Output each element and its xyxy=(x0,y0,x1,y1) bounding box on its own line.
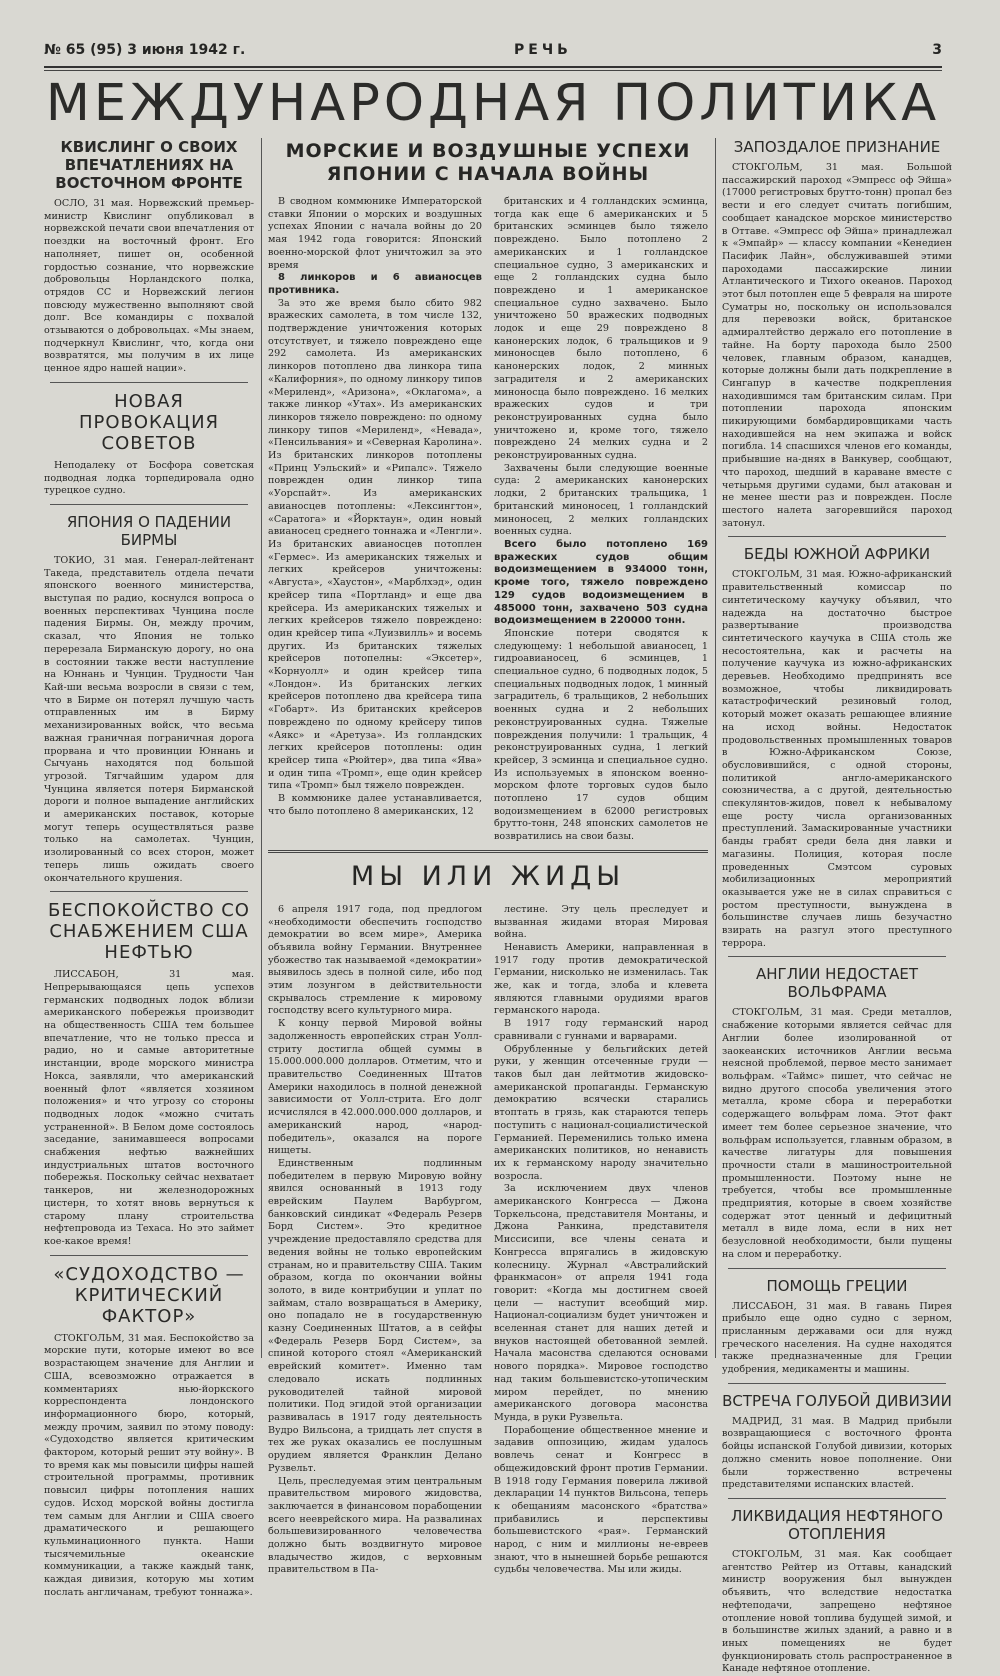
paragraph: За исключением двух членов американского Конгресса — Джона Торкельсона, представителя Монтаны, и Джона Ранкина, представителя Миссисипи, все члены сената и Конгресса впрягались в жидовскую колесницу. Журнал «Австралийский франкмасон» от апреля 1941 года говорит: «Когда мы достигнем своей цели — наступит всеобщий мир. Национал-социализм будет уничтожен и вселенная станет для наших детей и внуков настоящей обетованной землей. Начала масонства сделаются основами нового порядка». Мировое господство над таким большевистско-утопическим миром перейдет, по мнению американского договора масонства Мунда, в руки Рузвельта. xyxy=(494,1183,708,1423)
article-headline: «СУДОХОДСТВО — КРИТИЧЕСКИЙ ФАКТОР» xyxy=(53,1263,245,1327)
article-divider xyxy=(728,1268,946,1269)
article-body: ЛИССАБОН, 31 мая. В гавань Пирея прибыло еще одно судно с зерном, присланным державами оси для нужд греческого населения. На судне находятся также предназначенные для Греции удобрения, медикаменты и машины. xyxy=(722,1300,952,1376)
article-headline: ЯПОНИЯ О ПАДЕНИИ БИРМЫ xyxy=(66,512,232,549)
header-rule xyxy=(44,66,942,68)
article-we-or-left xyxy=(268,904,482,1577)
article-body: МАДРИД, 31 мая. В Мадрид прибыли возвращающиеся с восточного фронта бойцы испанской Голубой дивизии, которых должно сменить новое пополнение. Они были торжественно встречены представителями испанских властей. xyxy=(722,1415,952,1491)
right-column xyxy=(722,130,952,1675)
article-body: ОСЛО, 31 мая. Норвежский премьер-министр Квислинг опубликовал в норвежской печати свои впечатления от поездки на восточный фронт. Его наполняет, пишет он, особенной гордостью сознание, что норвежские добровольцы Норландского полка, отрядов СС и Норвежский легион повсюду мужественно выполняют свой долг. Все командиры с похвалой отзываются о добровольцах. «Мы знаем, подчеркнул Квислинг, что, когда они возвратятся, мы получим в их лице ценное ядро нашей нации». xyxy=(44,198,254,375)
middle-column xyxy=(268,130,708,1576)
article-body: СТОКГОЛЬМ, 31 мая. Южно-африканский правительственный комиссар по синтетическому каучуку объявил, что надежда на достаточно быстрое развертывание производства синтетического каучука в США столь же несостоятельна, как и расчеты на получение каучука из южно-африканских деревьев. Необходимо предпринять все возможное, чтобы ликвидировать катастрофический резиновый голод, который может оказать решающее влияние на исход войны. Недостаток продовольственных промышленных товаров в Южно-Африканском Союзе, обусловившийся, с одной стороны, политикой англо-американского союзничества, а с другой, деятельностью спекулянтов-жидов, повел к небывалому еще росту числа организованных преступлений. Замаскированные участники банды грабят среди бела дня лавки и магазины. Полиция, которая после проведенных Смэтсом суровых мобилизационных мероприятий оказывается уже не в силах справиться с ростом преступности, вынуждена в большинстве случаев лишь безучастно взирать на разгул этого преступного террора. xyxy=(722,569,952,949)
paragraph-bold: 8 линкоров и 6 авианосцев противника. xyxy=(268,272,482,296)
article-divider xyxy=(728,956,946,957)
paragraph: В 1917 году германский народ сравнивали с гуннами и варварами. xyxy=(494,1018,708,1042)
article-divider xyxy=(50,1255,248,1256)
issue-date: № 65 (95) 3 июня 1942 г. xyxy=(44,42,246,58)
article-japan-right xyxy=(494,196,708,844)
article-headline: ВСТРЕЧА ГОЛУБОЙ ДИВИЗИИ xyxy=(722,1391,952,1410)
article-headline: АНГЛИИ НЕДОСТАЕТ ВОЛЬФРАМА xyxy=(756,965,918,1002)
article-we-or xyxy=(268,904,708,1577)
paragraph: 6 апреля 1917 года, под предлогом «необходимости обеспечить господство демократии во всем мире», Америка объявила войну Германии. Внутреннее убожество так называемой «демократии» выявилось здесь в полной силе, ибо под этим лозунгом в действительности скрывалось стремление к мировому господству всего культурного мира. xyxy=(268,903,482,1017)
article-tungsten xyxy=(722,965,952,1261)
paragraph: Единственным подлинным победителем в первую Мировую войну явился основанный в 1913 году еврейским Паулем Варбургом, банковский синдикат «Федераль Резерв Борд Систем». Это кредитное учреждение предоставляло средства для ведения войны не только европейским странам, но и правительству США. Таким образом, когда по окончании войны золото, в виде контрибуции и уплат по займам, стало возвращаться в Америку, оно попадало не в государственную казну Соединенных Штатов, а в сейфы «Федераль Резерв Борд Систем», за спиной которого стоял «Американский еврейский комитет». Именно там следовало искать подлинных руководителей тайной мировой политики. Под эгидой этой организации развивалась в 1917 году деятельность Вудро Вильсона, а тридцать лет спустя в тех же руках оказались ее послушным орудием является Франклин Делано Рузвельт. xyxy=(268,1157,482,1474)
article-headline: ЗАПОЗДАЛОЕ ПРИЗНАНИЕ xyxy=(733,138,941,156)
paragraph: К концу первой Мировой войны задолженность европейских стран Уолл-стриту достигла общей суммы в 15.000.000.000 долларов. Отметим, что и правительство Соединенных Штатов Америки находилось в полной денежной зависимости от Уолл-стрита. Его долг исчислялся в 42.000.000.000 долларов, и американский народ, «народ-победитель», оказался на пороге нищеты. xyxy=(268,1018,482,1157)
page-number: 3 xyxy=(932,42,942,58)
header-rule-thin xyxy=(44,70,942,71)
section-masthead: МЕЖДУНАРОДНАЯ ПОЛИТИКА xyxy=(45,74,941,133)
article-headline: КВИСЛИНГ О СВОИХ ВПЕЧАТЛЕНИЯХ НА ВОСТОЧНОМ ФРОНТЕ xyxy=(55,138,243,192)
paragraph: В сводном коммюнике Императорской ставки Японии о морских и воздушных успехах Японии с начала войны до 20 мая 1942 года говорится: Японский военно-морской флот уничтожил за это время xyxy=(268,196,482,271)
article-oil-heating xyxy=(722,1507,952,1676)
article-headline: НОВАЯ ПРОВОКАЦИЯ СОВЕТОВ xyxy=(78,390,220,454)
paragraph: Японские потери сводятся к следующему: 1 небольшой авианосец, 1 гидроавианосец, 6 эсминцев, 1 специальное судно, 6 подводных лодок, 5 специальных подводных лодок, 1 минный заградитель, 6 тральщиков, 2 небольших военных судна и 2 небольших реконструированных судна. Тяжелые повреждения получили: 1 тральщик, 4 реконструированных судна, 1 легкий крейсер, 3 эсминца и специальное судно. Из используемых в японском военно-морском флоте торговых судов было потоплено 17 судов общим водоизмещением в 62000 регистровых брутто-тонн, 248 японских самолетов не возвратились на свои базы. xyxy=(494,627,708,843)
article-body: ЛИССАБОН, 31 мая. Непрерывающаяся цепь успехов германских подводных лодок вблизи американского побережья производит на общественность США тем большее впечатление, что не только пресса и радио, но и самые авторитетные инстанции, вроде морского министра Нокса, заявляли, что американский военный флот «является хозяином положения» и что угрозу со стороны подводных лодок «можно считать устраненной». В Белом доме состоялось заседание, занимавшееся вопросами снабжения нефтью важнейших индустриальных штатов восточного побережья. Поскольку сейчас нехватает танкеров, ни железнодорожных цистерн, то хотят вновь вернуться к старому плану строительства нефтепровода из Техаса. Но это займет кое-какое время! xyxy=(44,969,254,1247)
article-admission xyxy=(722,138,952,530)
column-divider xyxy=(715,138,716,1358)
left-column xyxy=(44,130,254,1598)
paragraph: Цель, преследуемая этим центральным правительством мирового жидовства, заключается в финансовом порабощении всего нееврейского мира. На развалинах большевизированного человечества должно быть воздвигнуто мировое владычество жидов, с верховным правительством в Па- xyxy=(268,1475,482,1576)
article-we-or-right xyxy=(494,904,708,1577)
article-body: СТОКГОЛЬМ, 31 мая. Большой пассажирский пароход «Эмпресс оф Эйша» (17000 регистровых брутто-тонн) пропал без вести и его следует считать погибшим, сообщает канадское морское министерство в Оттаве. «Эмпресс оф Эйша» принадлежал к «Эмпайр» — классу компании «Кенедиен Пасифик Лайн», обслуживавшей этими пароходами пассажирские линии Атлантического и Тихого океанов. Пароход этот был потоплен еще 5 февраля на широте Суматры но, поскольку он использовался для перевозки войск, британское адмиралтейство держало его потопление в тайне. На борту парохода было 2500 человек, главным образом, канадцев, которые должны были дать подкрепление в Сингапур в качестве подкрепления находившимся там британским силам. При потоплении парохода японским пикирующими бомбардировщиками часть находившейся на нем экипажа и войск погибла. 14 спасшихся членов его команды, прибывшие на-днях в Ванкувер, сообщают, что пароход, шедший в караване вместе с четырьмя другими судами, был атакован и не менее шести раз и поврежден. После шестого налета загоревшийся пароход затонул. xyxy=(722,162,952,529)
paragraph: Ненависть Америки, направленная в 1917 году против демократической Германии, нисколько не изменилась. Так же, как и тогда, злоба и клевета являются главными орудиями врагов германского народа. xyxy=(494,941,708,1017)
article-headline-japan: МОРСКИЕ И ВОЗДУШНЫЕ УСПЕХИ ЯПОНИИ С НАЧАЛА ВОЙНЫ xyxy=(285,140,691,185)
paragraph: лестине. Эту цель преследует и вызванная жидами вторая Мировая война. xyxy=(494,903,708,941)
article-divider xyxy=(268,850,708,853)
paper-name: РЕЧЬ xyxy=(514,42,572,58)
column-divider xyxy=(261,138,262,1358)
article-headline: ПОМОЩЬ ГРЕЦИИ xyxy=(766,1276,908,1295)
paragraph: Захвачены были следующие военные суда: 2 американских канонерских лодки, 2 британских тральщика, 1 британский миноносец, 1 голландский миноносец, 2 мелких голландских военных судна. xyxy=(494,462,708,538)
article-divider xyxy=(728,536,946,537)
article-headline: БЕДЫ ЮЖНОЙ АФРИКИ xyxy=(743,545,931,564)
article-body: ТОКИО, 31 мая. Генерал-лейтенант Такеда, представитель отдела печати японского военного министерства, выступая по радио, коснулся вопроса о военных перспективах Чунцина после падения Бирмы. Он, между прочим, сказал, что Япония не только перерезала Бирманскую дорогу, но она в состоянии также вести наступление на Юннань и Чунцин. Трудности Чан Кай-ши весьма возросли в связи с тем, что в Бирме он потерял лучшую часть отправленных им в Бирму механизированных войск, что весьма важная граничная пограничная дорога прорвана и что провинции Юннань и Сычуань находятся под большой угрозой. Тягчайшим ударом для Чунцина является потеря Бирманской дороги и полное выпадение английских и американских поставок, которые могут теперь осуществляться разве только на самолетах. Чунцин, изолированный со всех сторон, может теперь лишь ожидать своего окончательного крушения. xyxy=(44,554,254,884)
article-body: СТОКГОЛЬМ, 31 мая. Среди металлов, снабжение которыми является сейчас для Англии более изолированной от заокеанских источников Англии весьма неясной проблемой, первое место занимает вольфрам. «Таймс» пишет, что сейчас не видно другого способа увеличения этого металла, кроме сбора и переработки содержащего вольфрам лома. Этот факт имеет тем более серьезное значение, что вольфрам используется, главным образом, в качестве лигатуры для повышения прочности стали в машиностроительной промышленности. Поэтому ныне не требуется, чтобы все промышленные предприятия, которые в своем хозяйстве содержат этот ценный и дефицитный металл в виде лома, если в них нет безусловной необходимости, были пущены на слом и переработку. xyxy=(722,1007,952,1260)
article-divider xyxy=(50,891,248,892)
paragraph: британских и 4 голландских эсминца, тогда как еще 6 американских и 5 британских эсминцев было тяжело повреждено. Было потоплено 2 американских и 1 голландское специальное судно, 3 американских и еще 2 голландских судна было повреждено и 1 американское специальное судно захвачено. Было уничтожено 50 вражеских подводных лодок и еще 29 повреждено 8 канонерских лодок, 6 тральщиков и 9 миноносцев было потоплено, 6 канонерских лодок, 2 минных заградителя и 2 американских миноносца было повреждено. 16 мелких вражеских судов и три реконструированных судна было уничтожено и, кроме того, тяжело повреждено 24 мелких судна и 2 реконструированных судна. xyxy=(494,196,708,462)
article-headline-we-or: МЫ ИЛИ ЖИДЫ xyxy=(350,860,626,892)
article-divider xyxy=(50,382,248,383)
article-divider xyxy=(50,504,248,505)
paragraph: За это же время было сбито 982 вражеских самолета, в том числе 132, подтверждение уничтожения которых отсутствует, и тяжело повреждено еще 292 самолета. Из американских линкоров потоплено два линкора типа «Калифорния», по одному линкору типов «Мериленд», «Аризона», «Оклагома», а также линкор «Утах». Из американских линкоров тяжело повреждено: по одному линкору типов «Мериленд», «Невада», «Пенсильвания» и «Северная Каролина». Из британских линкоров потоплены «Принц Уэльский» и «Рипалс». Тяжело поврежден один линкор типа «Уорспайт». Из американских авианосцев потоплены: «Лексингтон», «Саратога» и «Йорктаун», один новый авианосец среднего тоннажа и «Ленгли». Из британских авианосцев потоплен «Гермес». Из американских тяжелых и легких крейсеров уничтожены: «Августа», «Хаустон», «Марблхэд», один крейсер типа «Портланд» и еще два крейсера. Из американских тяжелых и легких крейсеров тяжело повреждено: один крейсер типа «Луизвилль» и восемь других. Из британских тяжелых крейсеров потопелны: «Эксетер», «Корнуолл» и один крейсер типа «Лондон». Из британских легких крейсеров потоплено два крейсера типа «Гобарт». Из британских крейсеров повреждено по одному крейсеру типов «Аякс» и «Аретуза». Из голландских легких крейсеров потоплены: один крейсер типа «Рюйтер», два типа «Ява» и один типа «Тромп», еще один крейсер типа «Тромп» был тяжело поврежден. xyxy=(268,297,482,792)
article-shipping xyxy=(44,1264,254,1600)
article-body: СТОКГОЛЬМ, 31 мая. Как сообщает агентство Рейтер из Оттавы, канадский министр вооружения был вынужден объявить, что вследствие недостатка нефтеподачи, запрещено нефтяное отопление новой топлива будущей зимой, и в большинстве жилых зданий, а равно и в иных помещениях не будет функционировать столь распространенное в Канаде нефтяное отопление. xyxy=(722,1548,952,1675)
paragraph-bold: Всего было потоплено 169 вражеских судов общим водоизмещением в 934000 тонн, кроме того, тяжело повреждено 129 судов водоизмещением в 485000 тонн, захвачено 503 судна водоизмещением в 220000 тонн. xyxy=(494,538,708,627)
article-divider xyxy=(728,1383,946,1384)
article-provocation xyxy=(44,391,254,498)
article-body: СТОКГОЛЬМ, 31 мая. Беспокойство за морские пути, которые имеют во все возрастающем значение для Англии и США, всевозможно отражается в комментариях нью-йоркского корреспондента лондонского информационного бюро, который, между прочим, заявил по этому поводу: «Судоходство является критическим фактором, который решит эту войну». В то время как мы повысили цифры нашей строительной программы, противник повысил цифры потопления наших судов. Исход морской войны достигла тем самым для Англии и США своего драматического и решающего кульминационного пункта. Наши тысячемильные океанские коммуникации, а также каждый танк, каждая дивизия, которую мы хотим послать англичанам, требуют тоннажа». xyxy=(44,1332,254,1598)
article-south-africa xyxy=(722,545,952,950)
article-body: Неподалеку от Босфора советская подводная лодка торпедировала одно турецкое судно. xyxy=(44,459,254,497)
paragraph: Порабощение общественное мнение и задавив оппозицию, жидам удалось вовлечь сенат и Конгресс в общежидовский фронт против Германии. В 1918 году Германия поверила лживой декларации 14 пунктов Вильсона, теперь к обещаниям масонского «братства» прибавились и перспективы большевистского «рая». Германский народ, с ним и миллионы не-евреев знают, что в нынешней борьбе решаются судьбы человечества. Мы или жиды. xyxy=(494,1424,708,1576)
article-divider xyxy=(728,1498,946,1499)
article-blue-division xyxy=(722,1392,952,1492)
page-header xyxy=(44,42,942,64)
paragraph: Обрубленные у бельгийских детей руки, у женщин отсеченные груди — таков был дан лейтмотив жидовско-американской пропаганды. Германскую демократию всячески старались втоптать в грязь, как стараются теперь поступить с национал-социалистической Германией. Переменились только имена американских политиков, но ненависть их к германскому народу значительно возросла. xyxy=(494,1043,708,1182)
paragraph: В коммюнике далее устанавливается, что было потоплено 8 американских, 12 xyxy=(268,793,482,817)
article-headline: ЛИКВИДАЦИЯ НЕФТЯНОГО ОТОПЛЕНИЯ xyxy=(731,1506,943,1543)
article-japan-left xyxy=(268,196,482,844)
article-headline: БЕСПОКОЙСТВО СО СНАБЖЕНИЕМ США НЕФТЬЮ xyxy=(48,900,250,964)
article-burma xyxy=(44,513,254,885)
article-oil xyxy=(44,900,254,1248)
article-greece xyxy=(722,1277,952,1377)
article-japan xyxy=(268,196,708,844)
article-quisling xyxy=(44,138,254,376)
